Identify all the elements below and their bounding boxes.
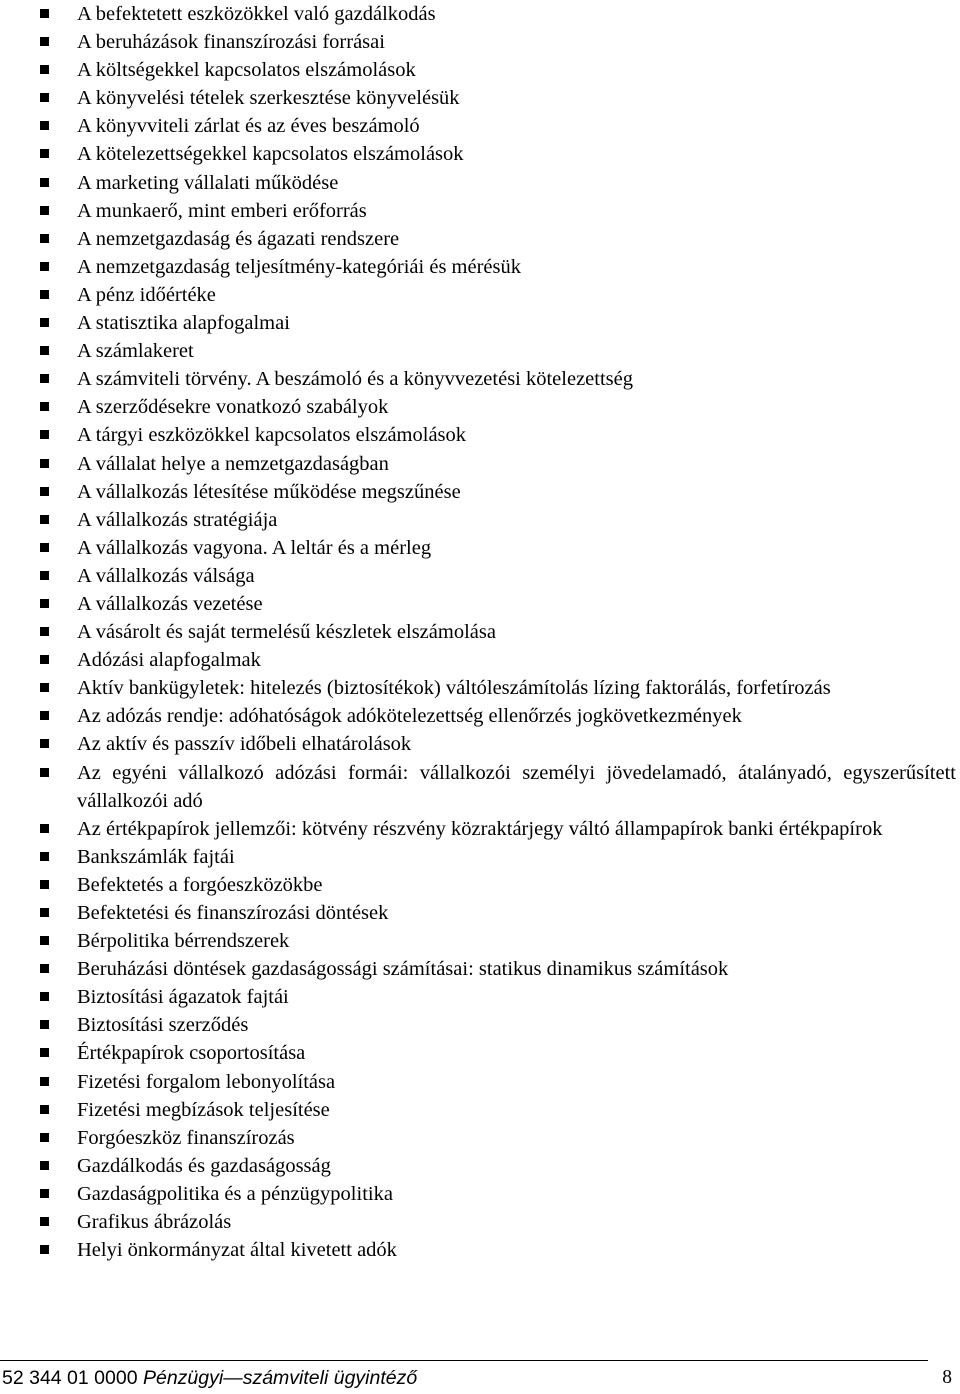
list-item: [0, 674, 960, 702]
square-bullet-icon: [40, 430, 49, 439]
list-item-text: A vállalkozás vezetése: [77, 592, 263, 615]
square-bullet-icon: [40, 515, 49, 524]
list-item: [0, 1180, 960, 1208]
list-item: [0, 225, 960, 253]
list-item: [0, 84, 960, 112]
list-item: [0, 1124, 960, 1152]
list-item-text: A munkaerő, mint emberi erőforrás: [77, 199, 367, 222]
list-item: [0, 197, 960, 225]
list-item-text: A vállalkozás vagyona. A leltár és a mérleg: [77, 536, 432, 559]
list-item: [0, 983, 960, 1011]
square-bullet-icon: [40, 487, 49, 496]
square-bullet-icon: [40, 1048, 49, 1057]
list-item: [0, 815, 960, 843]
square-bullet-icon: [40, 65, 49, 74]
list-item-text: Aktív bankügyletek: hitelezés (biztosítékok) váltóleszámítolás lízing faktorálás, forfetírozás: [77, 677, 831, 700]
list-item: [0, 393, 960, 421]
list-item: [0, 1068, 960, 1096]
list-item: [0, 309, 960, 337]
square-bullet-icon: [40, 599, 49, 608]
list-item: [0, 646, 960, 674]
list-item-text: A vállalkozás stratégiája: [77, 508, 278, 531]
list-item-text: Helyi önkormányzat által kivetett adók: [77, 1239, 397, 1262]
list-item-text: A könyvviteli zárlat és az éves beszámoló: [77, 115, 420, 138]
square-bullet-icon: [40, 1105, 49, 1114]
list-item-text: A vállalkozás válsága: [77, 564, 255, 587]
list-item: [0, 281, 960, 309]
square-bullet-icon: [40, 655, 49, 664]
square-bullet-icon: [40, 543, 49, 552]
square-bullet-icon: [40, 1161, 49, 1170]
square-bullet-icon: [40, 149, 49, 158]
square-bullet-icon: [40, 824, 49, 833]
square-bullet-icon: [40, 346, 49, 355]
square-bullet-icon: [40, 739, 49, 748]
list-item: [0, 702, 960, 730]
list-item-text: Az egyéni vállalkozó adózási formái: vállalkozói személyi jövedelamadó, átalányadó, egyszerűsített vállalkozói adó: [77, 761, 956, 812]
square-bullet-icon: [40, 1020, 49, 1029]
square-bullet-icon: [40, 627, 49, 636]
list-item-text: Gazdaságpolitika és a pénzügypolitika: [77, 1182, 393, 1205]
square-bullet-icon: [40, 571, 49, 580]
square-bullet-icon: [40, 852, 49, 861]
list-item: [0, 478, 960, 506]
list-item-text: A beruházások finanszírozási forrásai: [77, 31, 385, 54]
square-bullet-icon: [40, 93, 49, 102]
square-bullet-icon: [40, 1077, 49, 1086]
page-footer: [0, 1360, 960, 1394]
list-item: [0, 562, 960, 590]
square-bullet-icon: [40, 402, 49, 411]
list-item: [0, 253, 960, 281]
square-bullet-icon: [40, 121, 49, 130]
list-item: [0, 112, 960, 140]
list-item-text: A statisztika alapfogalmai: [77, 312, 290, 335]
footer-qualification: [2, 1366, 417, 1390]
list-item: [0, 0, 960, 28]
list-item-text: Befektetés a forgóeszközökbe: [77, 873, 323, 896]
list-item: [0, 1236, 960, 1264]
square-bullet-icon: [40, 880, 49, 889]
list-item-text: A vásárolt és saját termelésű készletek elszámolása: [77, 621, 496, 644]
list-item: [0, 140, 960, 168]
list-item-text: A szerződésekre vonatkozó szabályok: [77, 396, 389, 419]
square-bullet-icon: [40, 234, 49, 243]
square-bullet-icon: [40, 1217, 49, 1226]
square-bullet-icon: [40, 908, 49, 917]
list-item: [0, 506, 960, 534]
list-item: [0, 169, 960, 197]
list-item-text: Az aktív és passzív időbeli elhatárolások: [77, 733, 412, 756]
list-item: [0, 56, 960, 84]
square-bullet-icon: [40, 1189, 49, 1198]
list-item: [0, 534, 960, 562]
list-item: [0, 759, 960, 815]
list-item: [0, 730, 960, 758]
list-item-text: A pénz időértéke: [77, 283, 216, 306]
list-item: [0, 927, 960, 955]
square-bullet-icon: [40, 262, 49, 271]
list-item-text: A nemzetgazdaság teljesítmény-kategóriái és mérésük: [77, 255, 521, 278]
list-item-text: Biztosítási ágazatok fajtái: [77, 986, 289, 1009]
list-item-text: Biztosítási szerződés: [77, 1014, 249, 1037]
square-bullet-icon: [40, 768, 49, 777]
list-item-text: Beruházási döntések gazdaságossági számításai: statikus dinamikus számítások: [77, 958, 729, 981]
list-item: [0, 1208, 960, 1236]
square-bullet-icon: [40, 1133, 49, 1142]
square-bullet-icon: [40, 37, 49, 46]
list-item-text: A vállalat helye a nemzetgazdaságban: [77, 452, 389, 475]
list-item-text: A kötelezettségekkel kapcsolatos elszámolások: [77, 143, 464, 166]
list-item-text: Bankszámlák fajtái: [77, 845, 235, 868]
square-bullet-icon: [40, 374, 49, 383]
square-bullet-icon: [40, 459, 49, 468]
list-item-text: Befektetési és finanszírozási döntések: [77, 902, 389, 924]
list-item-text: A befektetett eszközökkel való gazdálkodás: [77, 3, 436, 25]
list-item: [0, 1039, 960, 1067]
square-bullet-icon: [40, 290, 49, 299]
list-item-text: A számviteli törvény. A beszámoló és a könyvvezetési kötelezettség: [77, 368, 633, 391]
square-bullet-icon: [40, 936, 49, 945]
list-item-text: A könyvelési tételek szerkesztése könyvelésük: [77, 87, 460, 110]
square-bullet-icon: [40, 711, 49, 720]
list-item-text: Értékpapírok csoportosítása: [77, 1042, 306, 1065]
list-item-text: Adózási alapfogalmak: [77, 649, 261, 672]
list-item: [0, 618, 960, 646]
list-item: [0, 365, 960, 393]
list-item-text: A költségekkel kapcsolatos elszámolások: [77, 59, 416, 82]
list-item: [0, 590, 960, 618]
list-item-text: Fizetési megbízások teljesítése: [77, 1098, 330, 1121]
list-item: [0, 843, 960, 871]
list-item-text: Bérpolitika bérrendszerek: [77, 930, 290, 953]
list-item-text: Az értékpapírok jellemzői: kötvény részvény közraktárjegy váltó állampapírok banki értékpapírok: [77, 817, 883, 840]
square-bullet-icon: [40, 992, 49, 1001]
square-bullet-icon: [40, 318, 49, 327]
page-number: 8: [942, 1367, 952, 1388]
list-item-text: A számlakeret: [77, 340, 194, 363]
square-bullet-icon: [40, 9, 49, 18]
list-item: [0, 955, 960, 983]
list-item: [0, 450, 960, 478]
list-item: [0, 1096, 960, 1124]
list-item: [0, 421, 960, 449]
list-item: [0, 337, 960, 365]
qualification-code: 52 344 01 0000: [2, 1367, 138, 1389]
square-bullet-icon: [40, 206, 49, 215]
square-bullet-icon: [40, 1245, 49, 1254]
list-item-text: Az adózás rendje: adóhatóságok adókötelezettség ellenőrzés jogkövetkezmények: [77, 705, 742, 728]
square-bullet-icon: [40, 178, 49, 187]
square-bullet-icon: [40, 964, 49, 973]
list-item: [0, 1011, 960, 1039]
list-item-text: A nemzetgazdaság és ágazati rendszere: [77, 227, 400, 250]
list-item-text: Fizetési forgalom lebonyolítása: [77, 1070, 336, 1093]
list-item: [0, 871, 960, 899]
list-item-text: Forgóeszköz finanszírozás: [77, 1126, 295, 1149]
list-item-text: A vállalkozás létesítése működése megszűnése: [77, 480, 461, 503]
list-item: [0, 1152, 960, 1180]
qualification-title: Pénzügyi—számviteli ügyintéző: [142, 1367, 418, 1389]
list-item-text: Grafikus ábrázolás: [77, 1211, 232, 1234]
list-item-text: A tárgyi eszközökkel kapcsolatos elszámolások: [77, 424, 467, 447]
list-item-text: A marketing vállalati működése: [77, 171, 339, 194]
list-item: [0, 28, 960, 56]
footer-divider: [0, 1360, 928, 1361]
list-item: [0, 899, 960, 927]
list-item-text: Gazdálkodás és gazdaságosság: [77, 1154, 331, 1177]
square-bullet-icon: [40, 683, 49, 692]
